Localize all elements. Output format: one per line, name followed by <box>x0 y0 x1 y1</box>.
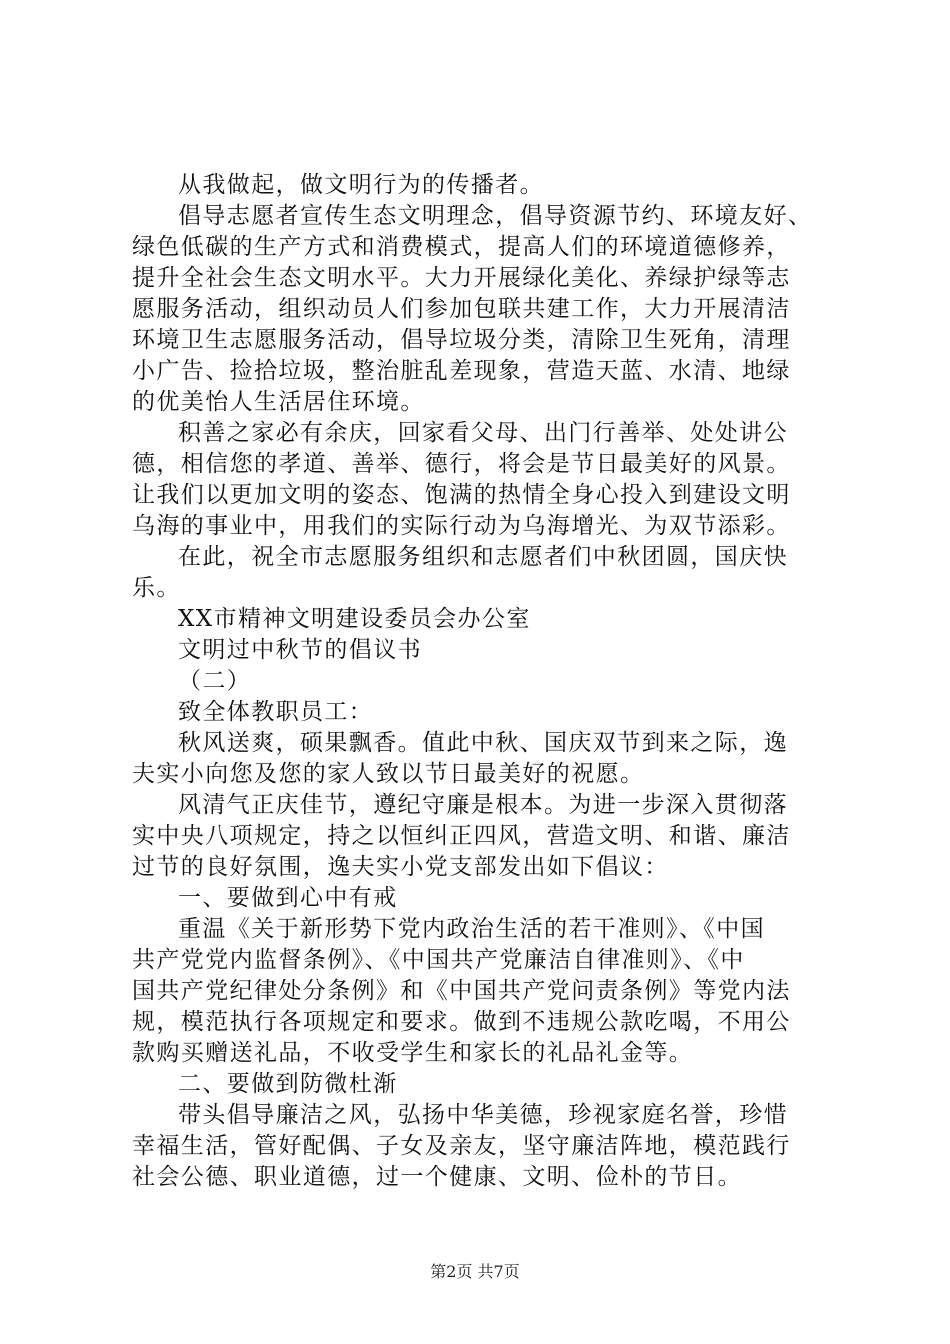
text-line: 社会公德、职业道德，过一个健康、文明、俭朴的节日。 <box>132 1164 742 1190</box>
text-line: 乐。 <box>132 575 181 601</box>
text-line: 规，模范执行各项规定和要求。做到不违规公款吃喝，不用公 <box>132 1009 791 1035</box>
text-line: 从我做起，做文明行为的传播者。 <box>178 172 544 198</box>
text-line: 小广告、捡拾垃圾，整治脏乱差现象，营造天蓝、水清、地绿 <box>132 358 791 384</box>
text-line: 乌海的事业中，用我们的实际行动为乌海增光、为双节添彩。 <box>132 513 791 539</box>
text-line: 带头倡导廉洁之风，弘扬中华美德，珍视家庭名誉，珍惜 <box>178 1102 788 1128</box>
text-line: 倡导志愿者宣传生态文明理念，倡导资源节约、环境友好、 <box>178 203 813 229</box>
text-line: 过节的良好氛围，逸夫实小党支部发出如下倡议： <box>132 854 669 880</box>
text-line: 环境卫生志愿服务活动，倡导垃圾分类，清除卫生死角，清理 <box>132 327 791 353</box>
text-line: 夫实小向您及您的家人致以节日最美好的祝愿。 <box>132 761 645 787</box>
text-line: 重温《关于新形势下党内政治生活的若干准则》、《中国 <box>178 916 765 942</box>
text-line: 风清气正庆佳节，遵纪守廉是根本。为进一步深入贯彻落 <box>178 792 788 818</box>
text-line: 在此，祝全市志愿服务组织和志愿者们中秋团圆，国庆快 <box>178 544 788 570</box>
text-line: 愿服务活动，组织动员人们参加包联共建工作，大力开展清洁 <box>132 296 791 322</box>
text-line: 绿色低碳的生产方式和消费模式，提高人们的环境道德修养， <box>132 234 791 260</box>
text-line: 二、要做到防微杜渐 <box>178 1071 398 1097</box>
text-line: 致全体教职员工： <box>178 699 374 725</box>
page-footer: 第2页 共7页 <box>430 1262 520 1281</box>
text-line: （二） <box>178 668 252 694</box>
text-line: 让我们以更加文明的姿态、饱满的热情全身心投入到建设文明 <box>132 482 791 508</box>
text-line: 提升全社会生态文明水平。大力开展绿化美化、养绿护绿等志 <box>132 265 791 291</box>
text-line: 国共产党纪律处分条例》和《中国共产党问责条例》等党内法 <box>132 978 791 1004</box>
text-line: XX市精神文明建设委员会办公室 <box>178 606 531 632</box>
text-line: 秋风送爽，硕果飘香。值此中秋、国庆双节到来之际，逸 <box>178 730 788 756</box>
text-line: 积善之家必有余庆，回家看父母、出门行善举、处处讲公 <box>178 420 788 446</box>
text-line: 文明过中秋节的倡议书 <box>178 637 422 663</box>
text-line: 德，相信您的孝道、善举、德行，将会是节日最美好的风景。 <box>132 451 791 477</box>
text-line: 幸福生活，管好配偶、子女及亲友，坚守廉洁阵地，模范践行 <box>132 1133 791 1159</box>
document-body <box>132 170 828 1193</box>
text-line: 款购买赠送礼品，不收受学生和家长的礼品礼金等。 <box>132 1040 694 1066</box>
text-line: 共产党党内监督条例》、《中国共产党廉洁自律准则》、《中 <box>132 947 745 973</box>
text-line: 的优美怡人生活居住环境。 <box>132 389 425 415</box>
text-line: 实中央八项规定，持之以恒纠正四风，营造文明、和谐、廉洁 <box>132 823 791 849</box>
text-line: 一、要做到心中有戒 <box>178 885 398 911</box>
